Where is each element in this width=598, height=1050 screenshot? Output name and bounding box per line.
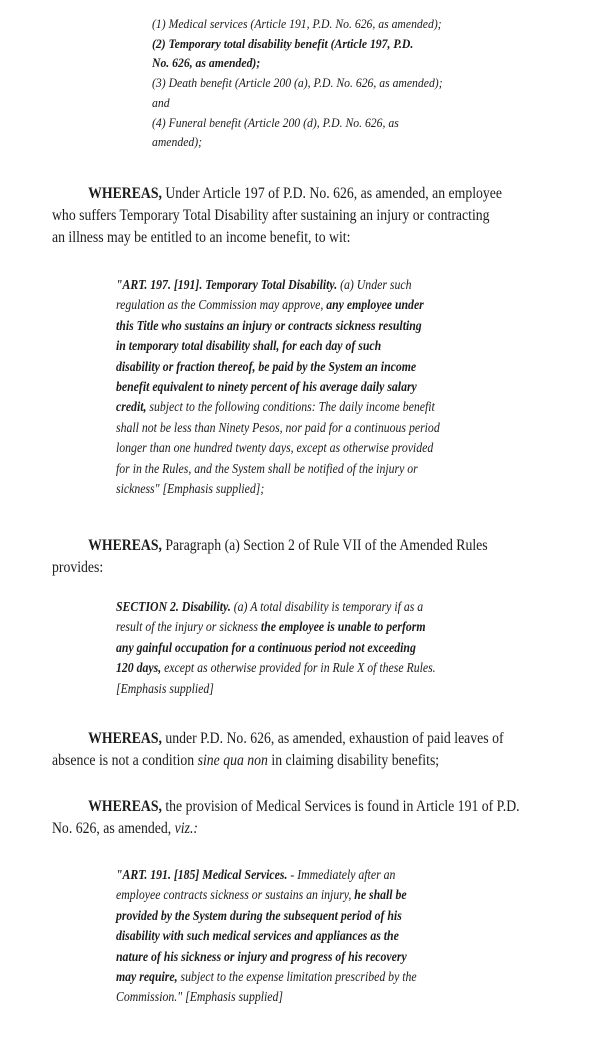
whereas-label: WHEREAS, [88, 537, 162, 554]
quote-section-2 [116, 597, 436, 699]
quote-article-191 [116, 865, 417, 1008]
quote-line: this Title who sustains an injury or contracts sickness resulting [116, 317, 422, 333]
whereas-paragraph-4 [52, 796, 520, 840]
quote-line: in temporary total disability shall, for each day of such [116, 338, 382, 354]
quote-line: sickness" [Emphasis supplied]; [116, 481, 265, 497]
list-item-medical: (1) Medical services (Article 191, P.D. No. 626, as amended); [152, 16, 442, 31]
list-item-funeral-line1: (4) Funeral benefit (Article 200 (d), P.D. No. 626, as [152, 114, 399, 130]
list-item-funeral-line2: amended); [152, 134, 203, 150]
paragraph-line: WHEREAS, Under Article 197 of P.D. No. 626, as amended, an employee [88, 185, 503, 202]
whereas-label: WHEREAS, [88, 730, 162, 747]
quote-line: nature of his sickness or injury and progress of his recovery [116, 948, 407, 964]
quote-line: disability or fraction thereof, be paid by the System an income [116, 358, 417, 374]
quote-line: employee contracts sickness or sustains an injury, he shall be [116, 887, 407, 903]
quote-line: longer than one hundred twenty days, except as otherwise provided [116, 440, 434, 456]
quote-line: Commission." [Emphasis supplied] [116, 989, 283, 1005]
paragraph-line: provides: [52, 559, 104, 576]
quote-line: may require, subject to the expense limitation prescribed by the [116, 969, 417, 985]
quote-article-197 [116, 275, 440, 499]
quote-line: credit, subject to the following conditions: The daily income benefit [116, 399, 435, 415]
quote-line: result of the injury or sickness the employee is unable to perform [116, 619, 426, 635]
paragraph-line: an illness may be entitled to an income benefit, to wit: [52, 229, 351, 246]
whereas-paragraph-3 [52, 728, 504, 772]
quote-line: [Emphasis supplied] [116, 680, 214, 696]
quote-line: benefit equivalent to ninety percent of his average daily salary [116, 379, 417, 395]
paragraph-line: who suffers Temporary Total Disability after sustaining an injury or contracting [52, 207, 490, 224]
quote-line: 120 days, except as otherwise provided for in Rule X of these Rules. [116, 660, 436, 676]
list-item-ttd-line1: (2) Temporary total disability benefit (Article 197, P.D. [152, 35, 414, 51]
quote-line: SECTION 2. Disability. (a) A total disability is temporary if as a [116, 599, 424, 614]
benefits-list [152, 14, 512, 152]
paragraph-line: WHEREAS, under P.D. No. 626, as amended, exhaustion of paid leaves of [88, 730, 504, 747]
quote-line: "ART. 197. [191]. Temporary Total Disability. (a) Under such [116, 277, 412, 292]
whereas-label: WHEREAS, [88, 798, 162, 815]
whereas-label: WHEREAS, [88, 185, 162, 202]
quote-line: shall not be less than Ninety Pesos, nor paid for a continuous period [116, 419, 440, 435]
whereas-paragraph-2 [52, 535, 488, 579]
whereas-paragraph-1 [52, 183, 502, 249]
quote-line: disability with such medical services and appliances as the [116, 928, 399, 944]
quote-line: "ART. 191. [185] Medical Services. - Immediately after an [116, 867, 396, 882]
paragraph-line: WHEREAS, the provision of Medical Services is found in Article 191 of P.D. [88, 798, 520, 815]
list-item-death-line1: (3) Death benefit (Article 200 (a), P.D. No. 626, as amended); [152, 75, 443, 91]
quote-line: any gainful occupation for a continuous period not exceeding [116, 639, 416, 655]
quote-line: for in the Rules, and the System shall be notified of the injury or [116, 460, 418, 476]
quote-line: provided by the System during the subsequent period of his [116, 907, 402, 923]
list-item-death-line2: and [152, 94, 170, 110]
paragraph-line: No. 626, as amended, viz.: [52, 820, 198, 837]
list-item-ttd-line2: No. 626, as amended); [152, 55, 261, 71]
paragraph-line: WHEREAS, Paragraph (a) Section 2 of Rule VII of the Amended Rules [88, 537, 488, 554]
quote-line: regulation as the Commission may approve, any employee under [116, 297, 424, 313]
paragraph-line: absence is not a condition sine qua non in claiming disability benefits; [52, 752, 440, 769]
